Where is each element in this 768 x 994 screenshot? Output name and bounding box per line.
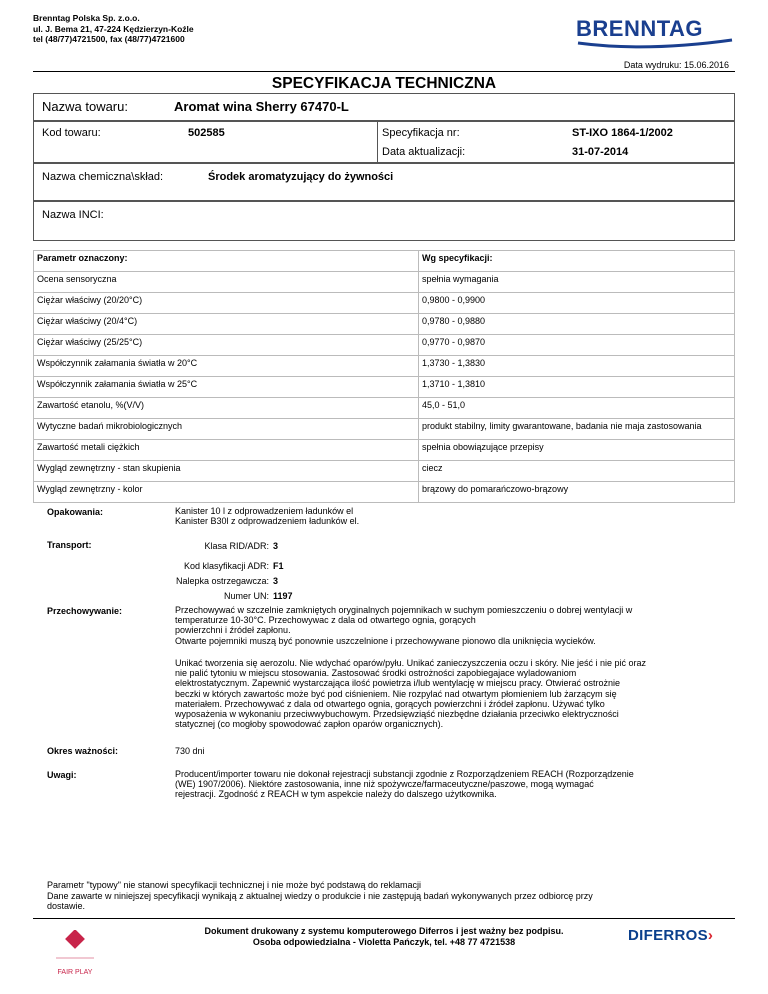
table-row	[34, 440, 735, 461]
param-spec: 45,0 - 51,0	[419, 398, 735, 419]
table-row	[34, 293, 735, 314]
param-spec: 0,9800 - 0,9900	[419, 293, 735, 314]
footnote-line: Dane zawarte w niniejszej specyfikacji wynikają z aktualnej wiedzy o produkcie i nie zastępują badań wykonywanych przez odbiorcę przy	[47, 890, 593, 901]
company-info	[33, 13, 194, 45]
table-row	[34, 482, 735, 503]
rid-adr-value: 3	[273, 541, 279, 551]
packaging-text	[175, 506, 730, 526]
footer-line: Dokument drukowany z systemu komputerowego Diferros i jest ważny bez podpisu.	[204, 926, 564, 936]
diferros-logo	[628, 927, 713, 944]
adr-class-value: F1	[273, 561, 284, 571]
storage-line: elektrostatycznym. Zapewnić wystarczająca ilość powietrza i/lub wentylację w miejscu pracy. Otwierać ostrożnie	[175, 678, 620, 689]
diferros-arrow-icon: ›	[707, 927, 714, 944]
footnote-line: Parametr "typowy" nie stanowi specyfikacji technicznej i nie może być podstawą do reklamacji	[47, 880, 422, 890]
param-name: Zawartość metali ciężkich	[34, 440, 419, 461]
storage-line: wyposażenia w wykonaniu przeciwwybuchowym. Przedsięwziąść niezbędne działania przeciwko elektryczności	[175, 709, 619, 720]
param-name: Współczynnik załamania światła w 20°C	[34, 356, 419, 377]
print-date: Data wydruku: 15.06.2016	[623, 60, 729, 70]
product-name-label: Nazwa towaru:	[42, 99, 128, 114]
header-divider	[33, 71, 735, 72]
param-name: Ciężar właściwy (20/4°C)	[34, 314, 419, 335]
footnote-line: dostawie.	[47, 901, 86, 911]
param-spec: ciecz	[419, 461, 735, 482]
storage-line: Przechowywać w szczelnie zamkniętych oryginalnych pojemnikach w suchym pomieszczeniu o dobrej wentylacji w	[175, 605, 633, 615]
company-name: Brenntag Polska Sp. z.o.o.	[33, 13, 140, 23]
param-spec: 1,3730 - 1,3830	[419, 356, 735, 377]
param-spec: 1,3710 - 1,3810	[419, 377, 735, 398]
param-spec: spełnia wymagania	[419, 272, 735, 293]
chemical-name-label: Nazwa chemiczna\skład:	[42, 171, 164, 183]
product-code-box	[33, 121, 735, 163]
param-spec: produkt stabilny, limity gwarantowane, badania nie maja zastosowania	[419, 419, 735, 440]
param-name: Współczynnik załamania światła w 25°C	[34, 377, 419, 398]
product-name-box	[33, 93, 735, 121]
un-number-label: Numer UN:	[223, 591, 269, 601]
storage-line: powierzchni i źródeł zapłonu.	[175, 625, 291, 636]
table-header-param: Parametr oznaczony:	[34, 251, 419, 272]
update-date-value: 31-07-2014	[572, 146, 629, 158]
storage-line: temperaturze 10-30°C. Przechowywac z dala od otwartego ognia, gorących	[175, 615, 476, 626]
rid-adr-label: Klasa RID/ADR:	[204, 541, 269, 551]
inci-box	[33, 201, 735, 241]
storage-line: materiałem. Przechowywać z dala od otwartego ognia, gorących powierzchni i źródeł zapłonu. Używać tylko	[175, 698, 605, 709]
table-header-spec: Wg specyfikacji:	[419, 251, 735, 272]
spec-number-label: Specyfikacja nr:	[382, 127, 460, 139]
param-spec: 0,9770 - 0,9870	[419, 335, 735, 356]
param-spec: spełnia obowiązujące przepisy	[419, 440, 735, 461]
table-row	[34, 377, 735, 398]
table-row	[34, 335, 735, 356]
spec-divider	[377, 122, 378, 163]
product-code-label: Kod towaru:	[42, 127, 101, 139]
company-contact: tel (48/77)4721500, fax (48/77)4721600	[33, 34, 185, 44]
company-address: ul. J. Bema 21, 47-224 Kędzierzyn-Koźle	[33, 23, 194, 34]
packaging-line: Kanister B30l z odprowadzeniem ładunków el.	[175, 516, 360, 527]
page-title: SPECYFIKACJA TECHNICZNA	[271, 75, 497, 92]
storage-line: beczki w których zawartośc może być pod ciśnieniem. Nie rozpylać nad otwartym płomieniem lub żarzącym się	[175, 688, 617, 699]
remarks-text	[175, 769, 730, 800]
transport-label: Transport:	[47, 540, 92, 550]
diferros-logo-text: DIFERROS	[628, 927, 708, 944]
param-name: Ciężar właściwy (20/20°C)	[34, 293, 419, 314]
table-row	[34, 461, 735, 482]
storage-line: statycznej (co mogłoby spowodować zapłon oparów organicznych).	[175, 719, 444, 730]
param-name: Ocena sensoryczna	[34, 272, 419, 293]
packaging-line: Kanister 10 l z odprowadzeniem ładunków el	[175, 506, 354, 516]
storage-line: nie palić tytoniu w miejscu stosowania. Zastosować środki ostrożności zapobiegajace wyladowaniom	[175, 668, 577, 679]
packaging-label: Opakowania:	[47, 507, 104, 517]
remarks-line: (WE) 1907/2006). Niektóre zastosowania, inne niż spożywcze/farmaceutyczne/paszowe, mogą wymagać	[175, 779, 594, 790]
chemical-name-value: Środek aromatyzujący do żywności	[208, 171, 394, 183]
param-spec: brązowy do pomarańczowo-brązowy	[419, 482, 735, 503]
param-name: Wytyczne badań mikrobiologicznych	[34, 419, 419, 440]
remarks-line: rejestracji. Zgodność z REACH w tym aspekcie należy do dalszego użytkownika.	[175, 789, 497, 800]
product-code-value: 502585	[188, 127, 225, 139]
param-name: Wygląd zewnętrzny - stan skupienia	[34, 461, 419, 482]
parameters-table	[33, 250, 735, 503]
product-name-value: Aromat wina Sherry 67470-L	[174, 99, 349, 114]
brenntag-logo-text: BRENNTAG	[576, 16, 704, 41]
footer-line: Osoba odpowiedzialna - Violetta Pańczyk, tel. +48 77 4721538	[252, 937, 516, 947]
param-name: Ciężar właściwy (25/25°C)	[34, 335, 419, 356]
fair-play-text: FAIR PLAY	[57, 969, 93, 976]
param-name: Zawartość etanolu, %(V/V)	[34, 398, 419, 419]
validity-label: Okres ważności:	[47, 746, 119, 756]
adr-class-label: Kod klasyfikacji ADR:	[183, 561, 269, 571]
footnote	[47, 880, 727, 912]
storage-line: Unikać tworzenia się aerozolu. Nie wdychać oparów/pyłu. Unikać zanieczyszczenia oczu i skóry. Nie jeść i nie pić oraz	[175, 658, 647, 668]
table-row	[34, 356, 735, 377]
warning-label-value: 3	[273, 576, 279, 586]
update-date-label: Data aktualizacji:	[382, 146, 466, 158]
footer-divider	[33, 918, 735, 919]
storage-text-2	[175, 658, 730, 729]
brenntag-logo	[576, 16, 736, 55]
spec-number-value: ST-IXO 1864-1/2002	[572, 127, 673, 139]
warning-label-label: Nalepka ostrzegawcza:	[175, 576, 269, 586]
table-row	[34, 314, 735, 335]
storage-label: Przechowywanie:	[47, 606, 123, 616]
remarks-label: Uwagi:	[47, 770, 77, 780]
un-number-value: 1197	[273, 591, 293, 601]
table-header-row	[34, 251, 735, 272]
validity-value: 730 dni	[175, 746, 205, 756]
storage-text-1	[175, 605, 730, 646]
param-spec: 0,9780 - 0,9880	[419, 314, 735, 335]
param-name: Wygląd zewnętrzny - kolor	[34, 482, 419, 503]
storage-line: Otwarte pojemniki muszą być ponownie uszczelnione i przechowywane pionowo dla uniknięcia wycieków.	[175, 635, 596, 646]
inci-label: Nazwa INCI:	[42, 209, 104, 221]
table-row	[34, 398, 735, 419]
remarks-line: Producent/importer towaru nie dokonał rejestracji substancji zgodnie z Rozporządzeniem REACH (Rozporządzenie	[175, 769, 634, 779]
table-row	[34, 419, 735, 440]
table-row	[34, 272, 735, 293]
chemical-name-box	[33, 163, 735, 201]
